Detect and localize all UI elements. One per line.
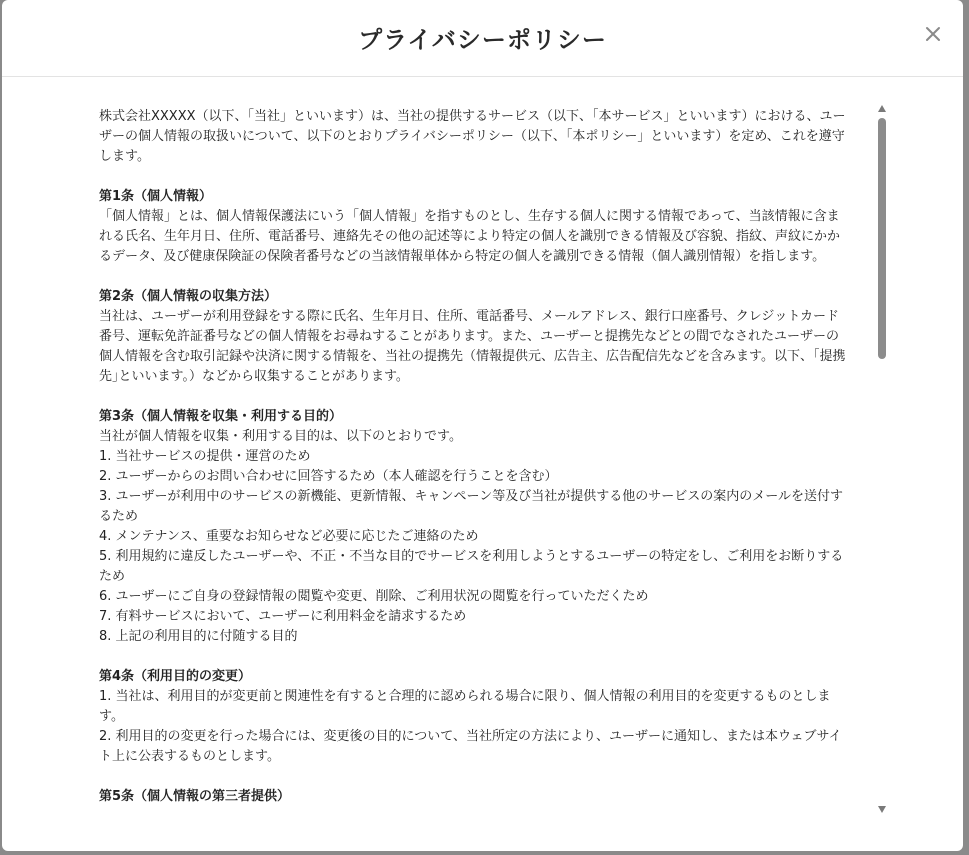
privacy-policy-dialog xyxy=(2,0,963,851)
article-2-text: 当社は、ユーザーが利用登録をする際に氏名、生年月日、住所、電話番号、メールアドレス、銀行口座番号、クレジットカード番号、運転免許証番号などの個人情報をお尋ねすることがあります。また、ユーザーと提携先などとの間でなされたユーザーの個人情報を含む取引記録や決済に関する情報を、当社の提携先（情報提供元、広告主、広告配信先などを含みます。以下、｢提携先｣といいます。）などから収集することがあります。 xyxy=(99,309,846,384)
article-3-line: 1. 当社サービスの提供・運営のため xyxy=(99,449,311,464)
policy-content xyxy=(99,107,849,807)
close-icon xyxy=(921,22,945,46)
article-1-text: 「個人情報」とは、個人情報保護法にいう「個人情報」を指すものとし、生存する個人に関する情報であって、当該情報に含まれる氏名、生年月日、住所、電話番号、連絡先その他の記述等により特定の個人を識別できる情報及び容貌、指紋、声紋にかかるデータ、及び健康保険証の保険者番号などの当該情報単体から特定の個人を識別できる情報（個人識別情報）を指します。 xyxy=(99,209,841,264)
article-3-line: 7. 有料サービスにおいて、ユーザーに利用料金を請求するため xyxy=(99,609,467,624)
article-3-line: 4. メンテナンス、重要なお知らせなど必要に応じたご連絡のため xyxy=(99,529,479,544)
dialog-header xyxy=(2,0,963,77)
article-3-line: 5. 利用規約に違反したユーザーや、不正・不当な目的でサービスを利用しようとするユーザーの特定をし、ご利用をお断りするため xyxy=(99,549,844,584)
close-button[interactable] xyxy=(921,22,945,46)
article-4-title: 第4条（利用目的の変更） xyxy=(99,669,252,684)
vertical-scrollbar[interactable] xyxy=(875,104,889,818)
article-3-line: 当社が個人情報を収集・利用する目的は、以下のとおりです。 xyxy=(99,429,462,444)
article-3-title: 第3条（個人情報を収集・利用する目的） xyxy=(99,409,343,424)
article-4-line: 1. 当社は、利用目的が変更前と関連性を有すると合理的に認められる場合に限り、個人情報の利用目的を変更するものとします。 xyxy=(99,689,831,724)
triangle-up-icon[interactable] xyxy=(877,104,887,114)
article-3-line: 2. ユーザーからのお問い合わせに回答するため（本人確認を行うことを含む） xyxy=(99,469,558,484)
policy-intro: 株式会社XXXXX（以下、「当社」といいます）は、当社の提供するサービス（以下、「本サービス」といいます）における、ユーザーの個人情報の取扱いについて、以下のとおりプライバシーポリシー（以下、「本ポリシー」といいます）を定め、これを遵守します。 xyxy=(99,109,846,164)
article-5-title: 第5条（個人情報の第三者提供） xyxy=(99,789,291,804)
article-3-line: 6. ユーザーにご自身の登録情報の閲覧や変更、削除、ご利用状況の閲覧を行っていただくため xyxy=(99,589,649,604)
article-2-title: 第2条（個人情報の収集方法） xyxy=(99,289,278,304)
triangle-down-icon[interactable] xyxy=(877,804,887,814)
article-3-line: 8. 上記の利用目的に付随する目的 xyxy=(99,629,298,644)
article-1-title: 第1条（個人情報） xyxy=(99,189,213,204)
policy-scroll-area[interactable] xyxy=(2,77,963,821)
dialog-title: プライバシーポリシー xyxy=(358,26,607,54)
article-4-line: 2. 利用目的の変更を行った場合には、変更後の目的について、当社所定の方法により、ユーザーに通知し、または本ウェブサイト上に公表するものとします。 xyxy=(99,729,842,764)
scrollbar-thumb[interactable] xyxy=(878,118,886,359)
article-3-line: 3. ユーザーが利用中のサービスの新機能、更新情報、キャンペーン等及び当社が提供する他のサービスの案内のメールを送付するため xyxy=(99,489,844,524)
